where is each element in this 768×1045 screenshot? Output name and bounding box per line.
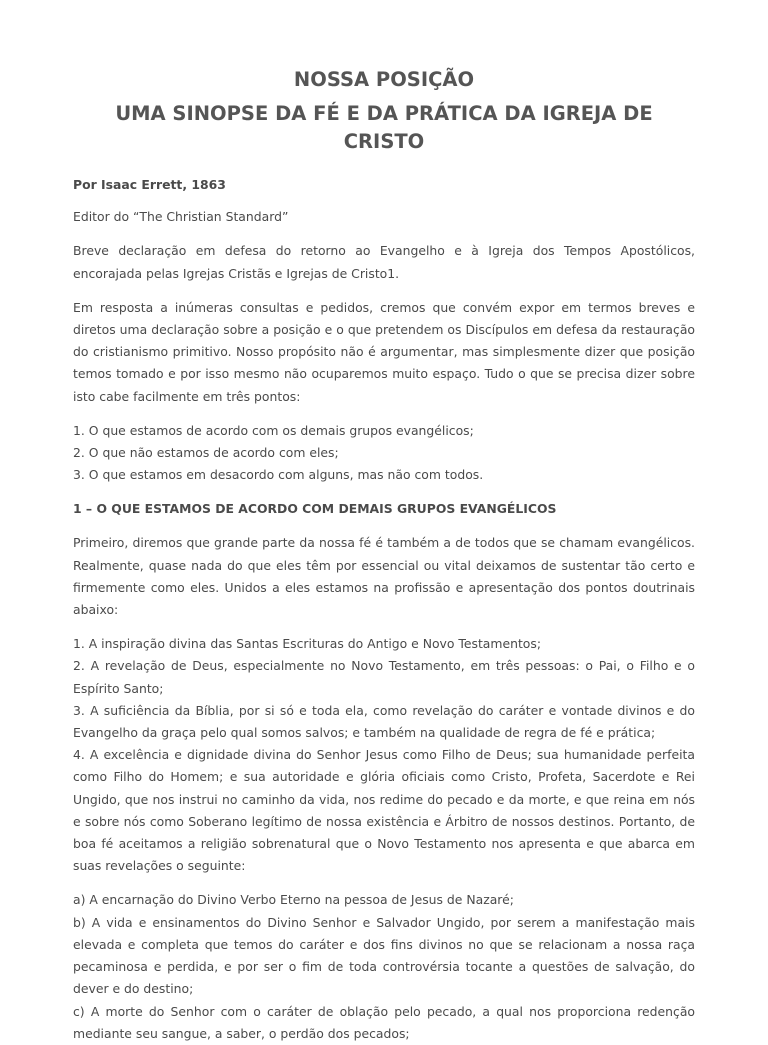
list-item: 1. O que estamos de acordo com os demais grupos evangélicos; <box>73 422 474 438</box>
intro-paragraph: Breve declaração em defesa do retorno ao Evangelho e à Igreja dos Tempos Apostólicos, encorajada pelas Igrejas Cristãs e Igrejas de Cristo1. <box>73 243 695 281</box>
list-item: 3. A suficiência da Bíblia, por si só e toda ela, como revelação do caráter e vontade divinos e do Evangelho da graça pelo qual somos salvos; e também na qualidade de regra de fé e prática; <box>73 702 695 741</box>
list-item: 3. O que estamos em desacordo com alguns, mas não com todos. <box>73 467 484 483</box>
list-item: a) A encarnação do Divino Verbo Eterno na pessoa de Jesus de Nazaré; <box>73 892 514 908</box>
list-item: b) A vida e ensinamentos do Divino Senhor e Salvador Ungido, por serem a manifestação mais elevada e completa que temos do caráter e dos fins divinos no que se relacionam a nossa raça pecaminosa e perdida, e por ser o fim de toda controvérsia tocante a questões de salvação, do dever e do destino; <box>73 914 695 997</box>
editor-line: Editor do “The Christian Standard” <box>73 209 289 225</box>
list-item: 1. A inspiração divina das Santas Escrituras do Antigo e Novo Testamentos; <box>73 636 542 652</box>
points-list <box>73 420 695 487</box>
document-subtitle: UMA SINOPSE DA FÉ E DA PRÁTICA DA IGREJA DE CRISTO <box>115 102 653 153</box>
list-item: 2. O que não estamos de acordo com eles; <box>73 445 339 461</box>
list-item: c) A morte do Senhor com o caráter de oblação pelo pecado, a qual nos proporciona redenção mediante seu sangue, a saber, o perdão dos pecados; <box>73 1003 695 1041</box>
revelations-list <box>73 889 695 1044</box>
section-heading: 1 – O QUE ESTAMOS DE ACORDO COM DEMAIS GRUPOS EVANGÉLICOS <box>73 501 557 517</box>
document-title: NOSSA POSIÇÃO <box>293 68 475 91</box>
list-item: 2. A revelação de Deus, especialmente no Novo Testamento, em três pessoas: o Pai, o Filho e o Espírito Santo; <box>73 658 695 696</box>
list-item: 4. A excelência e dignidade divina do Senhor Jesus como Filho de Deus; sua humanidade perfeita como Filho do Homem; e sua autoridade e glória oficiais como Cristo, Profeta, Sacerdote e Rei Ungido, que nos instrui no caminho da vida, nos redime do pecado e da morte, e que reina em nós e sobre nós como Soberano legítimo de nossa existência e Árbitro de nossos destinos. Portanto, de boa fé aceitamos a religião sobrenatural que o Novo Testamento nos apresenta e que abarca em suas revelações o seguinte: <box>73 747 695 874</box>
agreement-paragraph: Primeiro, diremos que grande parte da nossa fé é também a de todos que se chamam evangélicos. Realmente, quase nada do que eles têm por essencial ou vital deixamos de sustentar tão certo e firmemente como eles. Unidos a eles estamos na profissão e apresentação dos pontos doutrinais abaixo: <box>73 535 695 618</box>
doctrines-list <box>73 633 695 877</box>
response-paragraph: Em resposta a inúmeras consultas e pedidos, cremos que convém expor em termos breves e diretos uma declaração sobre a posição e o que pretendem os Discípulos em defesa da restauração do cristianismo primitivo. Nosso propósito não é argumentar, mas simplesmente dizer que posição temos tomado e por isso mesmo não ocuparemos muito espaço. Tudo o que se precisa dizer sobre isto cabe facilmente em três pontos: <box>73 299 695 404</box>
author-line: Por Isaac Errett, 1863 <box>73 177 226 192</box>
